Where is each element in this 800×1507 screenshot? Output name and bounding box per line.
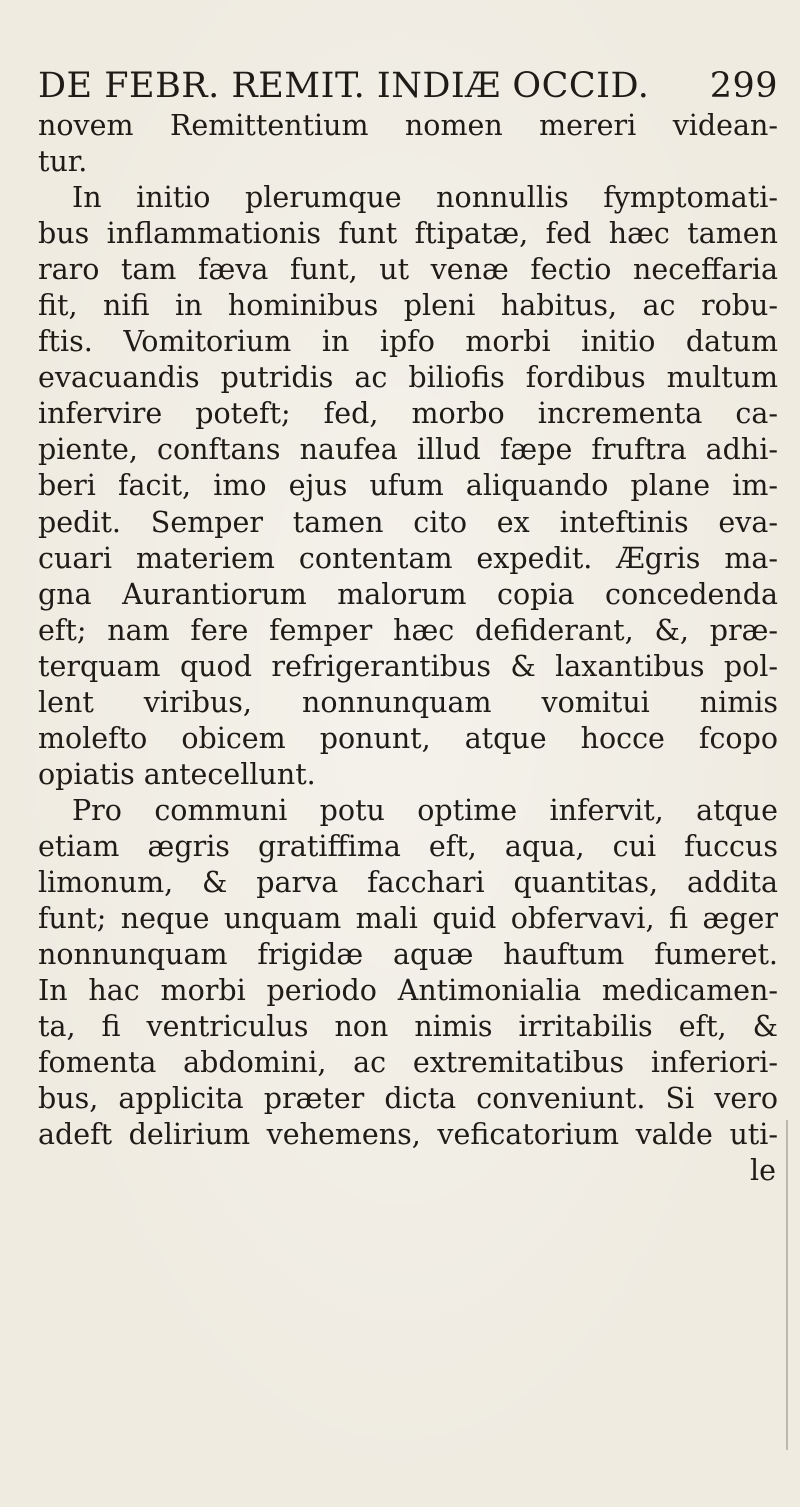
text-line: nonnunquam frigidæ aquæ hauftum fumeret. xyxy=(38,938,778,972)
text-line: ta, fi ventriculus non nimis irritabilis eft, & xyxy=(38,1010,778,1044)
text-line: opiatis antecellunt. xyxy=(38,757,316,791)
text-line: etiam ægris gratiffima eft, aqua, cui fuccus xyxy=(38,829,778,863)
text-line: funt; neque unquam mali quid obfervavi, fi æger xyxy=(38,902,778,936)
page-number: 299 xyxy=(709,66,778,106)
page-edge-shadow xyxy=(786,1120,788,1450)
text-line: In initio plerumque nonnullis fymptomati- xyxy=(72,181,778,215)
text-line: evacuandis putridis ac biliofis fordibus multum xyxy=(38,361,778,395)
text-line: beri facit, imo ejus ufum aliquando plane im- xyxy=(38,469,778,503)
text-line: fomenta abdomini, ac extremitatibus inferiori- xyxy=(38,1046,778,1080)
text-line: gna Aurantiorum malorum copia concedenda xyxy=(38,577,778,611)
text-line: novem Remittentium nomen mereri videan- xyxy=(38,109,778,142)
text-line: eft; nam fere femper hæc defiderant, &, præ- xyxy=(38,613,778,647)
text-line: cuari materiem contentam expedit. Ægris ma- xyxy=(38,541,778,575)
text-line: tur. xyxy=(38,145,88,179)
text-line: bus, applicita præter dicta conveniunt. Si vero xyxy=(38,1082,778,1116)
text-line: pedit. Semper tamen cito ex inteftinis eva- xyxy=(38,505,778,539)
text-line: Pro communi potu optime infervit, atque xyxy=(72,793,778,827)
text-line: piente, conftans naufea illud fæpe fruftra adhi- xyxy=(38,433,778,467)
text-line: ftis. Vomitorium in ipfo morbi initio datum xyxy=(38,325,778,359)
text-line: lent viribus, nonnunquam vomitui nimis xyxy=(38,685,778,719)
text-line: terquam quod refrigerantibus & laxantibus pol- xyxy=(38,649,778,683)
text-line: fit, nifi in hominibus pleni habitus, ac robu- xyxy=(38,289,778,323)
catchword: le xyxy=(750,1154,776,1188)
text-line: molefto obicem ponunt, atque hocce fcopo xyxy=(38,721,778,755)
body-text xyxy=(38,108,778,1189)
text-line: In hac morbi periodo Antimonialia medicamen- xyxy=(38,974,778,1008)
running-header xyxy=(38,66,778,106)
text-line: bus inflammationis funt ftipatæ, fed hæc tamen xyxy=(38,217,778,251)
text-line: infervire poteft; fed, morbo incrementa ca- xyxy=(38,397,778,431)
text-line: limonum, & parva facchari quantitas, addita xyxy=(38,865,778,899)
text-line: adeft delirium vehemens, veficatorium valde uti- xyxy=(38,1118,778,1152)
running-title: DE FEBR. REMIT. INDIÆ OCCID. xyxy=(38,66,650,106)
text-line: raro tam fæva funt, ut venæ fectio neceffaria xyxy=(38,253,778,287)
